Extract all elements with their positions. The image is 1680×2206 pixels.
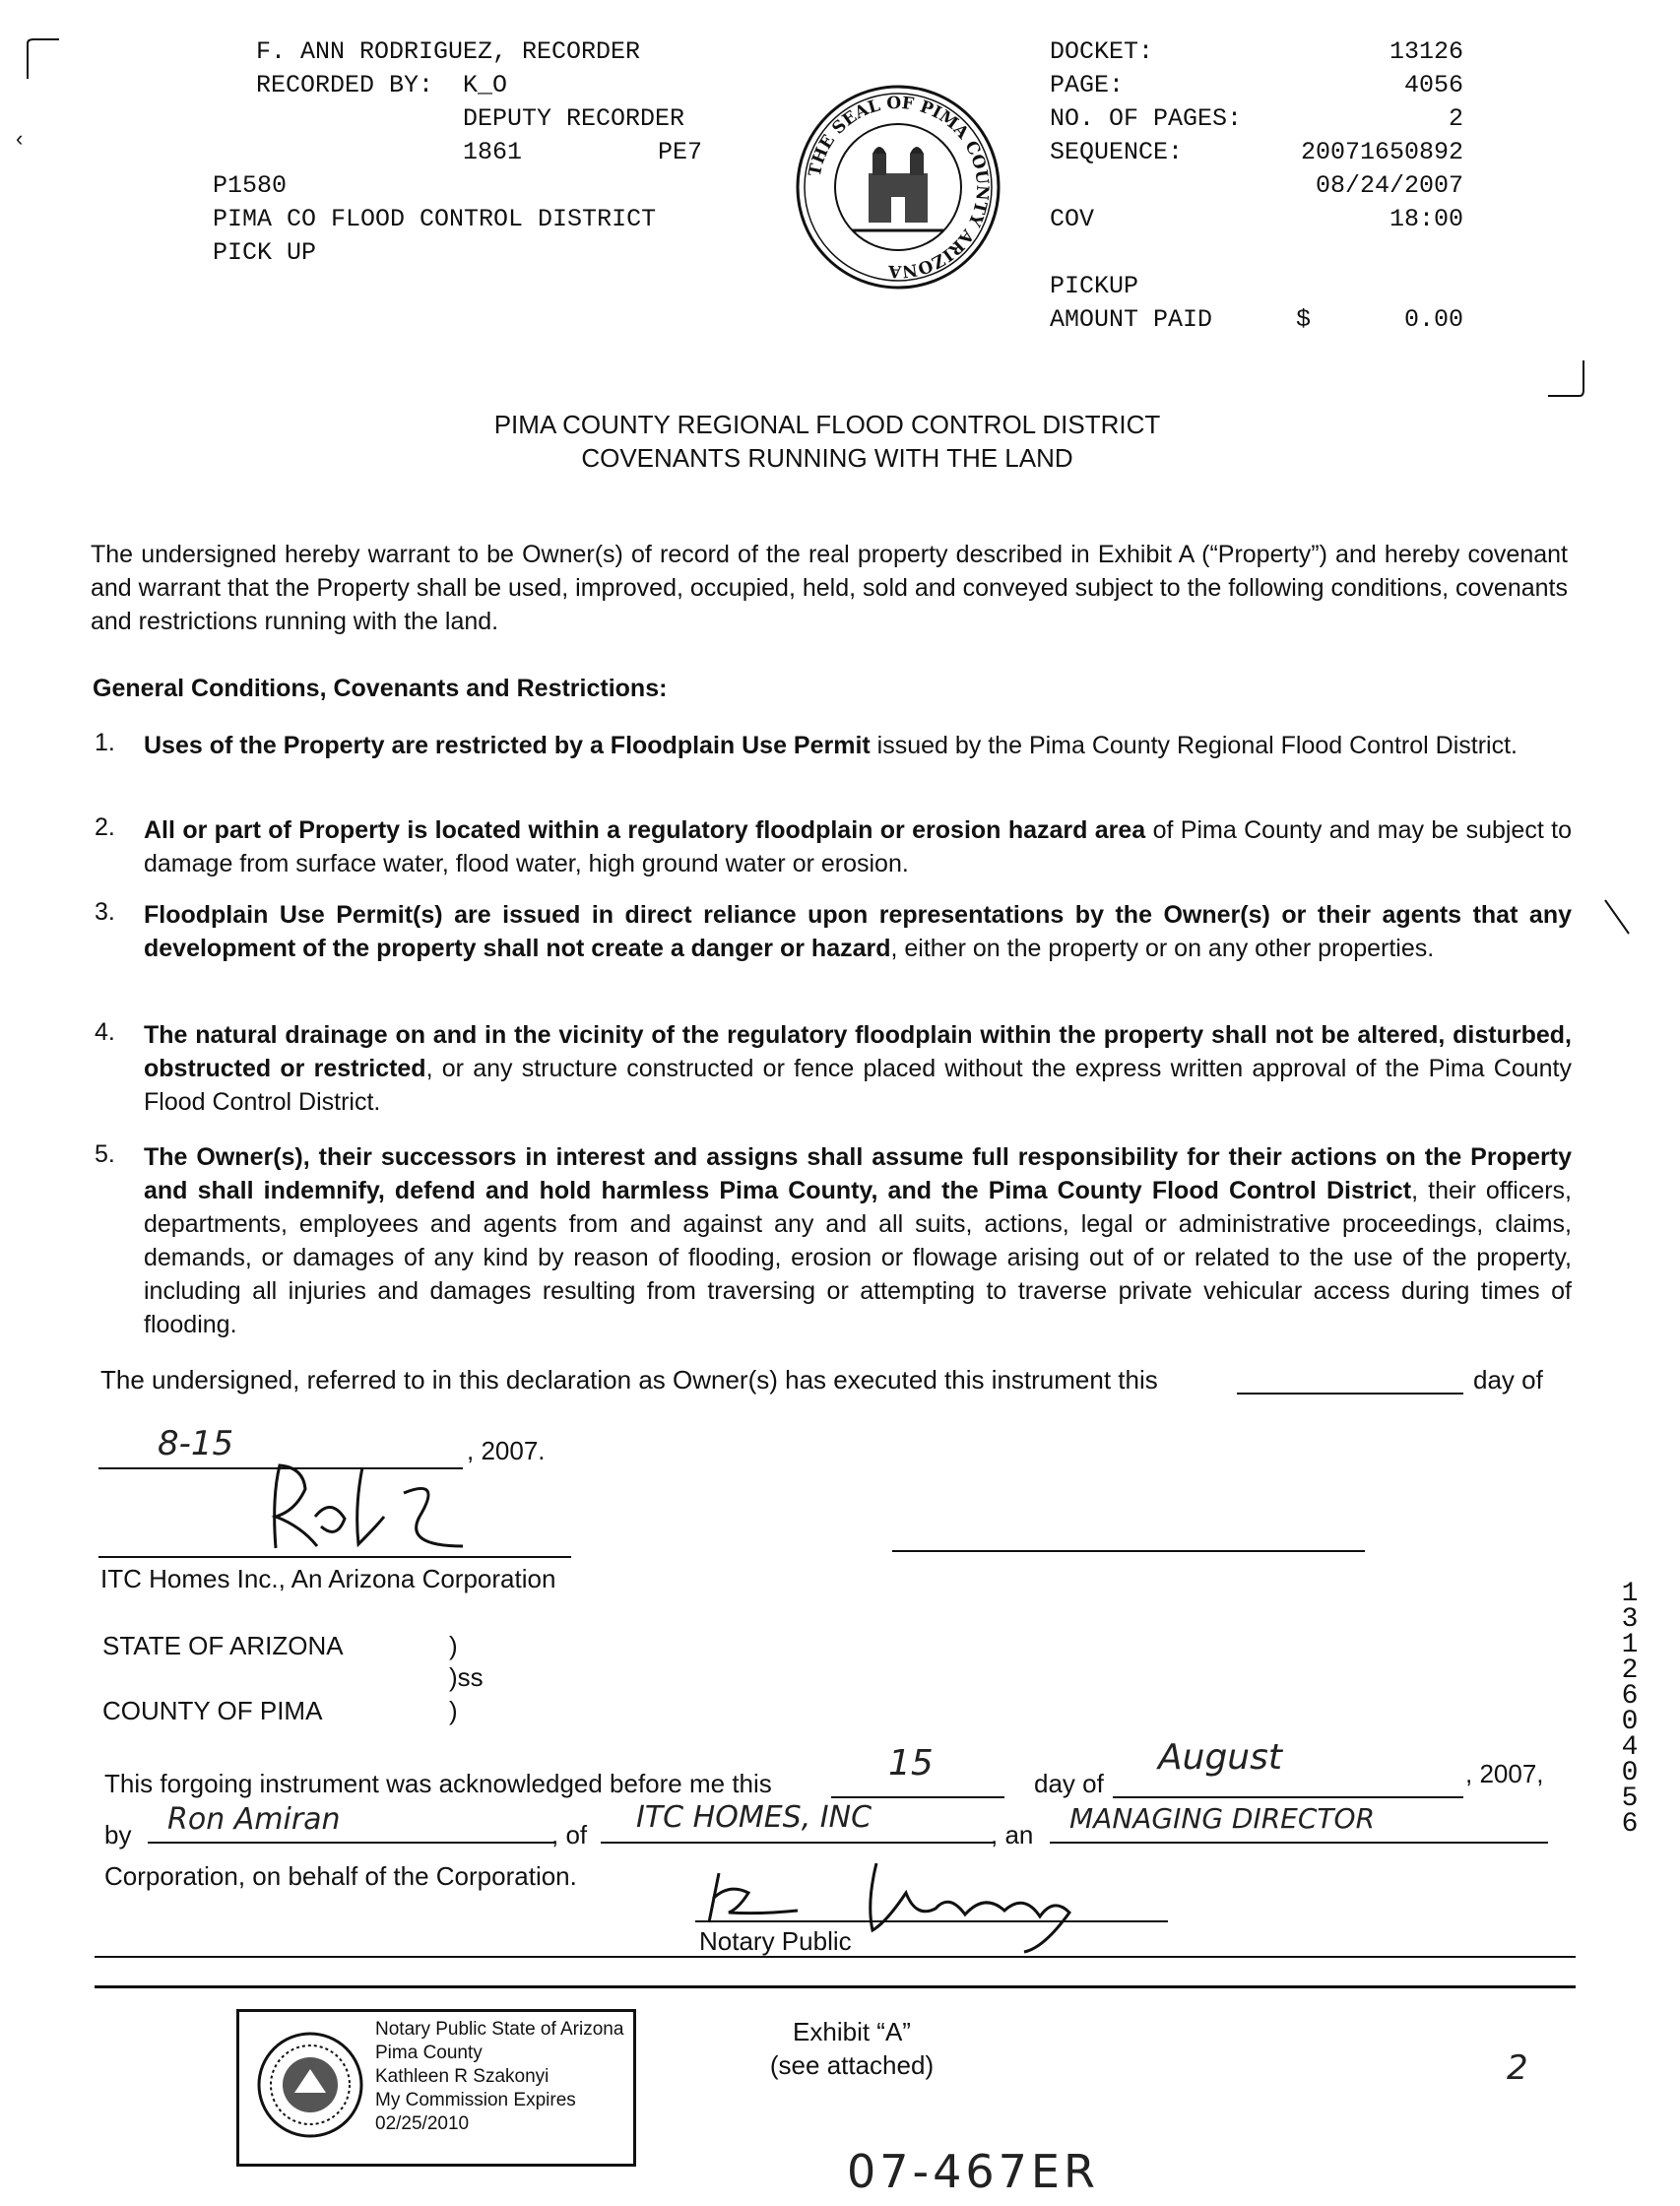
condition-text: All or part of Property is located within a regulatory floodplain or erosion hazard area of Pima County and may be subject to damage from surface water, flood water, high ground water or erosion. <box>144 816 1572 877</box>
separator-line-2 <box>95 1985 1576 1988</box>
stamp-line-1: Notary Public State of Arizona <box>375 2019 624 2040</box>
condition-text: The natural drainage on and in the vicinity of the regulatory floodplain within the property shall not be altered, disturbed, obstructed or restricted, or any structure constructed or fence placed without the express written approval of the Pima County Flood Control District. <box>144 1021 1573 1116</box>
ack-of-label: , of <box>551 1820 588 1849</box>
delivery-method: PICK UP <box>213 238 317 267</box>
conditions-heading: General Conditions, Covenants and Restrictions: <box>93 675 668 702</box>
second-signature-line <box>892 1550 1365 1552</box>
ack-closing-text: Corporation, on behalf of the Corporation. <box>104 1861 577 1891</box>
arizona-notary-seal-icon <box>255 2030 365 2140</box>
handwritten-file-number: 07-467ER <box>847 2145 1099 2198</box>
recording-time: 18:00 <box>1389 205 1463 233</box>
condition-item-3 <box>95 898 1572 1003</box>
separator-line-1 <box>95 1956 1576 1958</box>
handwritten-company: ITC HOMES, INC <box>636 1800 872 1835</box>
ack-day-of: day of <box>1034 1769 1104 1798</box>
ack-title-line <box>1050 1810 1548 1844</box>
ack-year: , 2007, <box>1465 1759 1544 1788</box>
condition-item-5 <box>95 1140 1572 1347</box>
pages-label: NO. OF PAGES: <box>1050 104 1243 133</box>
venue-ss: )ss <box>449 1662 484 1692</box>
handwritten-title: MANAGING DIRECTOR <box>1069 1802 1376 1835</box>
stamp-line-5: 02/25/2010 <box>375 2113 470 2134</box>
corner-bracket-top-right <box>1546 357 1589 400</box>
amount-paid-label: AMOUNT PAID <box>1050 305 1213 334</box>
stamp-line-4: My Commission Expires <box>375 2090 576 2110</box>
document-title-line1: PIMA COUNTY REGIONAL FLOOD CONTROL DISTRICT <box>493 410 1161 439</box>
ack-an-label: , an <box>991 1820 1034 1849</box>
notary-stamp <box>236 2009 636 2167</box>
docket-label: DOCKET: <box>1050 37 1154 66</box>
condition-item-2 <box>95 813 1572 884</box>
venue-paren-1: ) <box>449 1631 458 1660</box>
pickup-label: PICKUP <box>1050 272 1139 300</box>
docket-value: 13126 <box>1389 37 1463 66</box>
ack-month-line <box>1113 1767 1463 1798</box>
handwritten-execution-date: 8-15 <box>158 1424 234 1463</box>
handwritten-page-mark: 2 <box>1507 2048 1528 2088</box>
amount-currency: $ <box>1296 305 1312 334</box>
cov-label: COV <box>1050 205 1095 233</box>
document-title-line2: COVENANTS RUNNING WITH THE LAND <box>581 443 1073 473</box>
condition-number: 5. <box>95 1140 115 1168</box>
ack-day-line <box>831 1767 1004 1798</box>
execution-day-line <box>1237 1363 1463 1395</box>
execution-statement: The undersigned, referred to in this declaration as Owner(s) has executed this instrument this <box>100 1365 1158 1395</box>
mission-church-icon <box>853 147 943 230</box>
condition-number: 2. <box>95 813 115 841</box>
handwritten-ack-month: August <box>1158 1737 1282 1778</box>
corner-bracket-top-left <box>24 37 63 81</box>
sequence-value: 20071650892 <box>1300 138 1463 166</box>
venue-state: STATE OF ARIZONA <box>102 1631 344 1660</box>
notary-stamp-text <box>375 2018 623 2136</box>
venue-county: COUNTY OF PIMA <box>102 1696 323 1725</box>
page-label: PAGE: <box>1050 71 1125 99</box>
stamp-line-2: Pima County <box>375 2043 483 2063</box>
owner-signature-line <box>98 1556 571 1558</box>
margin-docket-stamp: 13126 04056 <box>1621 1579 1639 1840</box>
notary-public-label: Notary Public <box>699 1926 852 1956</box>
owner-entity-name: ITC Homes Inc., An Arizona Corporation <box>100 1564 556 1593</box>
handwritten-signer-name: Ron Amiran <box>167 1802 341 1837</box>
recording-date: 08/24/2007 <box>1315 171 1463 200</box>
amount-paid-value: 0.00 <box>1403 305 1463 334</box>
recorder-name: F. ANN RODRIGUEZ, RECORDER <box>256 37 641 66</box>
seal-text: THE SEAL OF PIMA COUNTY ARIZONA <box>805 93 993 282</box>
acknowledgment-text: This forgoing instrument was acknowledged before me this <box>104 1769 772 1798</box>
pages-value: 2 <box>1448 104 1463 133</box>
execution-year: , 2007. <box>467 1436 546 1465</box>
condition-number: 3. <box>95 898 115 926</box>
condition-text: The Owner(s), their successors in interest and assigns shall assume full responsibility for their actions on the Property and shall indemnify, defend and hold harmless Pima County, and the Pima County Flood Control District, their officers, departments, employees and agents from and against any and all suits, actions, legal or administrative proceedings, claims, demands, or damages of any kind by reason of flooding, erosion or flowage arising out of or related to the use of the property, including all injuries and damages resulting from traversing or attempting to traverse private vehicular access during times of flooding. <box>144 1143 1573 1338</box>
ack-company-line <box>601 1810 995 1844</box>
ack-name-line <box>148 1810 555 1844</box>
exhibit-label: Exhibit “A” <box>793 2017 911 2046</box>
intro-paragraph: The undersigned hereby warrant to be Owner(s) of record of the real property described in Exhibit A (“Property”) and hereby covenant and warrant that the Property shall be used, improved, occupied, held, sold and conveyed subject to the following conditions, covenants and restrictions running with the land. <box>91 541 1568 635</box>
ack-by-label: by <box>104 1820 132 1849</box>
stamp-line-3: Kathleen R Szakonyi <box>375 2066 549 2087</box>
margin-tick-mark: ‹ <box>16 126 24 151</box>
venue-paren-2: ) <box>449 1696 458 1725</box>
page-value: 4056 <box>1403 71 1463 99</box>
execution-day-of: day of <box>1473 1365 1543 1395</box>
condition-number: 4. <box>95 1018 115 1046</box>
deputy-recorder: DEPUTY RECORDER <box>463 104 685 133</box>
owner-signature <box>246 1458 473 1556</box>
pima-county-seal <box>794 83 1002 292</box>
condition-text: Uses of the Property are restricted by a Floodplain Use Permit issued by the Pima County Regional Flood Control District. <box>144 732 1518 759</box>
handwritten-ack-day: 15 <box>888 1743 934 1784</box>
exhibit-note: (see attached) <box>769 2050 935 2080</box>
recording-party: PIMA CO FLOOD CONTROL DISTRICT <box>213 205 657 233</box>
condition-number: 1. <box>95 729 115 756</box>
account-number: P1580 <box>213 171 288 200</box>
recorded-by-value: K_O <box>463 71 508 99</box>
recorded-by-label: RECORDED BY: <box>256 71 434 99</box>
code-pe7: PE7 <box>658 138 703 166</box>
condition-text: Floodplain Use Permit(s) are issued in direct reliance upon representations by the Owner(s) or their agents that any development of the property shall not create a danger or hazard, either on the property or on any other properties. <box>144 901 1572 962</box>
sequence-label: SEQUENCE: <box>1050 138 1184 166</box>
code-1861: 1861 <box>463 138 523 166</box>
condition-item-1 <box>95 729 1572 800</box>
condition-item-4 <box>95 1018 1572 1123</box>
notary-signature-line <box>695 1920 1168 1922</box>
margin-slash-mark <box>1603 898 1633 938</box>
